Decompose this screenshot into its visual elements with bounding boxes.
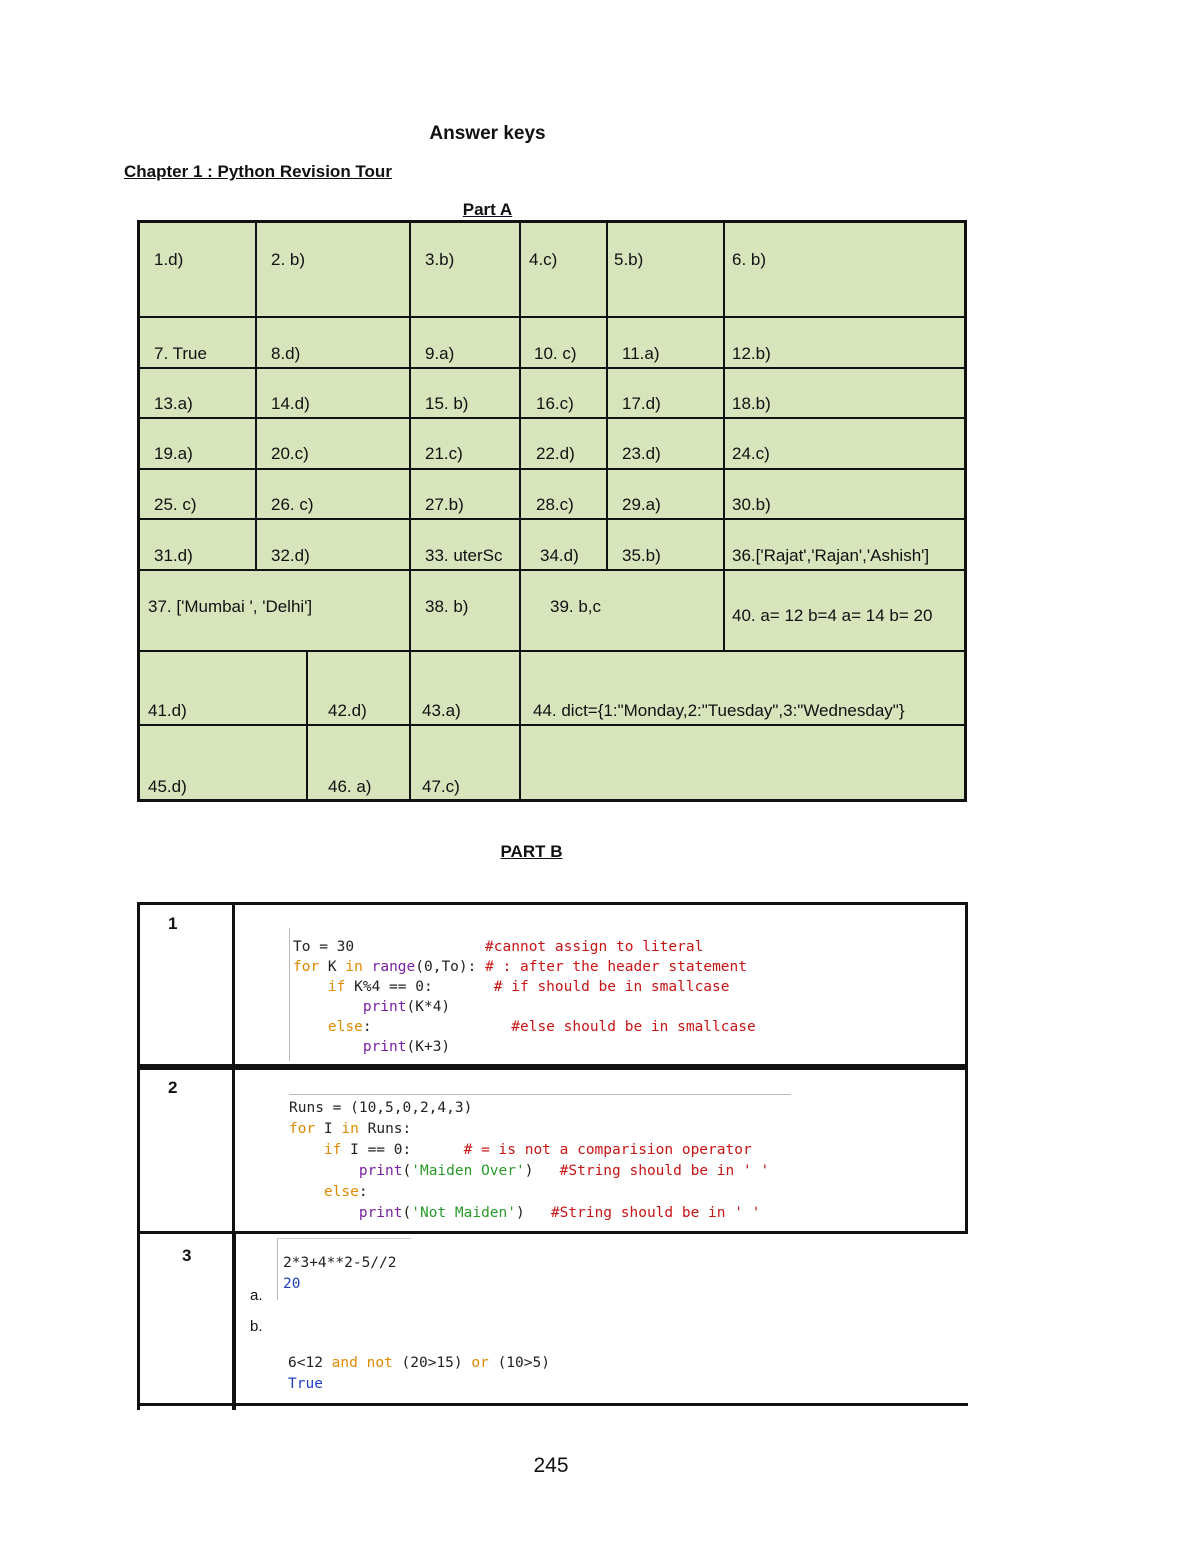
answer-cell: 26. c) <box>271 495 314 514</box>
answer-cell: 29.a) <box>622 495 661 514</box>
answer-cell: 20.c) <box>271 444 309 463</box>
answer-cell: 19.a) <box>154 444 193 463</box>
part-a-heading: Part A <box>462 200 513 219</box>
answer-cell: 39. b,c <box>550 597 602 616</box>
answer-cell: 47.c) <box>422 777 460 796</box>
code-line: print(K*4) <box>362 999 451 1015</box>
answer-cell: 1.d) <box>154 250 184 269</box>
answer-cell: 40. a= 12 b=4 a= 14 b= 20 <box>732 606 933 625</box>
answer-cell: 46. a) <box>328 777 372 796</box>
chapter-heading: Chapter 1 : Python Revision Tour <box>124 162 392 181</box>
code-line: 2*3+4**2-5//2 <box>283 1255 397 1271</box>
answer-cell: 16.c) <box>536 394 574 413</box>
answer-cell: 37. ['Mumbai ', 'Delhi'] <box>148 597 313 616</box>
code-line: Runs = (10,5,0,2,4,3) <box>289 1100 473 1116</box>
answer-cell: 5.b) <box>614 250 644 269</box>
answer-cell: 2. b) <box>271 250 306 269</box>
code-line: 6<12 and not (20>15) or (10>5) <box>288 1355 550 1371</box>
code-line: else: #else should be in smallcase <box>327 1019 756 1035</box>
answer-cell: 25. c) <box>154 495 197 514</box>
code-line: print('Maiden Over') #String should be in ' ' <box>358 1163 770 1179</box>
answer-cell: 11.a) <box>622 344 660 363</box>
question-number: 2 <box>168 1078 178 1097</box>
answer-cell: 4.c) <box>529 250 558 269</box>
answer-cell: 45.d) <box>148 777 187 796</box>
answer-cell: 21.c) <box>425 444 463 463</box>
question-number: 1 <box>168 914 178 933</box>
code-line: for I in Runs: <box>289 1121 412 1137</box>
code-snippet-q3b <box>288 1353 550 1395</box>
code-line: if I == 0: # = is not a comparision operator <box>323 1142 752 1158</box>
answer-cell: 23.d) <box>622 444 661 463</box>
question-number: 3 <box>182 1246 192 1265</box>
answer-cell: 24.c) <box>732 444 770 463</box>
code-line: for K in range(0,To): # : after the header statement <box>293 959 748 975</box>
answer-cell: 30.b) <box>732 495 771 514</box>
answer-cell: 7. True <box>154 344 207 363</box>
answer-cell: 35.b) <box>622 546 661 565</box>
code-line: print('Not Maiden') #String should be in ' ' <box>358 1205 761 1221</box>
code-line: True <box>288 1376 323 1392</box>
answer-cell: 38. b) <box>425 597 469 616</box>
answer-cell: 43.a) <box>422 701 461 720</box>
answer-cell: 3.b) <box>425 250 455 269</box>
answer-cell: 6. b) <box>732 250 767 269</box>
answer-cell: 27.b) <box>425 495 464 514</box>
answer-cell: 17.d) <box>622 394 661 413</box>
answer-cell: 8.d) <box>271 344 301 363</box>
answer-cell: 32.d) <box>271 546 310 565</box>
answer-cell: 9.a) <box>425 344 455 363</box>
code-snippet-q3a <box>283 1253 397 1295</box>
answer-cell: 28.c) <box>536 495 574 514</box>
answer-cell: 22.d) <box>536 444 575 463</box>
answer-cell: 10. c) <box>534 344 577 363</box>
code-snippet-q2 <box>289 1098 769 1224</box>
answer-cell: 13.a) <box>154 394 193 413</box>
answer-cell: 14.d) <box>271 394 310 413</box>
code-snippet-q1 <box>293 937 756 1057</box>
answer-cell: 33. uterSc <box>425 546 503 565</box>
code-line: if K%4 == 0: # if should be in smallcase <box>327 979 730 995</box>
code-line: print(K+3) <box>362 1039 451 1055</box>
code-line: else: <box>323 1184 368 1200</box>
answer-cell: 18.b) <box>732 394 771 413</box>
answer-cell: 31.d) <box>154 546 193 565</box>
answer-cell: 44. dict={1:"Monday,2:"Tuesday",3:"Wednesday"} <box>533 701 905 720</box>
subpart-label: a. <box>250 1287 263 1304</box>
subpart-label: b. <box>250 1318 263 1335</box>
answer-cell: 34.d) <box>540 546 579 565</box>
part-b-heading: PART B <box>500 842 563 861</box>
answer-cell: 36.['Rajat','Rajan','Ashish'] <box>732 546 930 565</box>
code-line: To = 30 #cannot assign to literal <box>293 939 704 955</box>
page-title: Answer keys <box>429 123 546 144</box>
answer-cell: 42.d) <box>328 701 367 720</box>
answer-cell: 15. b) <box>425 394 469 413</box>
code-line: 20 <box>283 1276 301 1292</box>
answer-cell: 41.d) <box>148 701 187 720</box>
page-number: 245 <box>533 1454 569 1477</box>
part-a-answer-grid <box>137 220 967 802</box>
answer-cell: 12.b) <box>732 344 771 363</box>
